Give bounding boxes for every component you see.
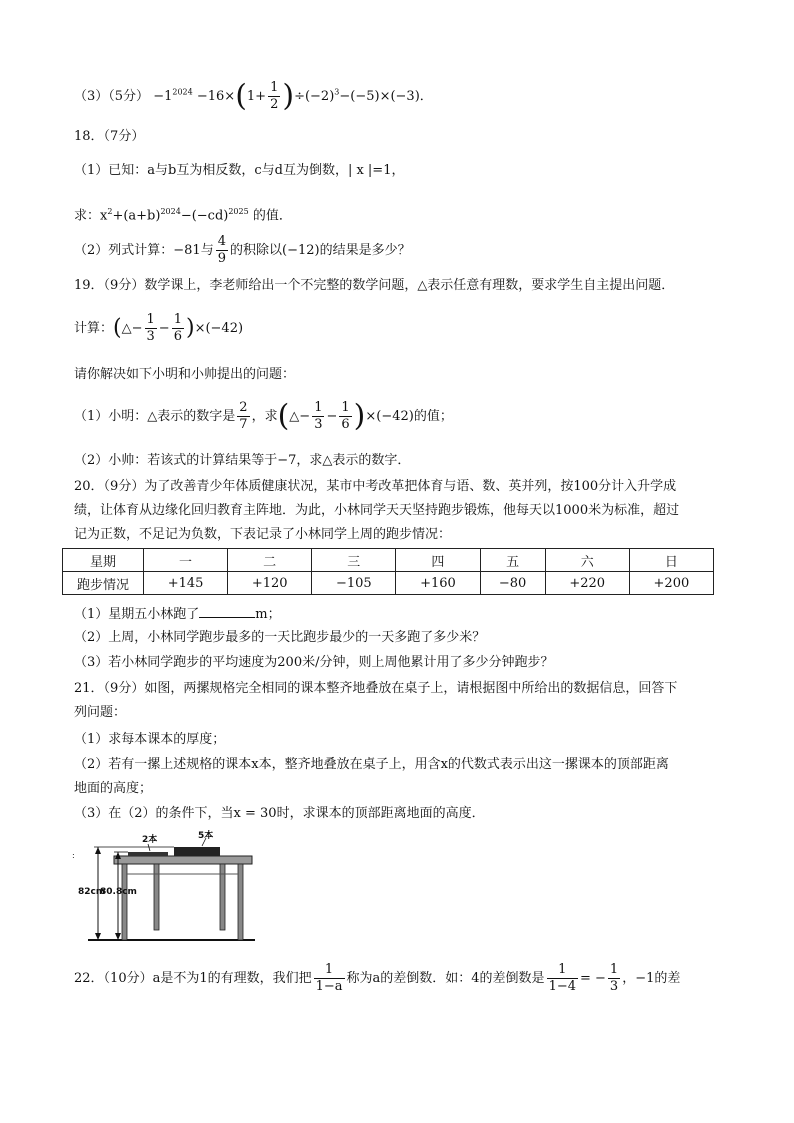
label-5-books: 5本 (198, 831, 214, 841)
svg-text::: : (72, 851, 75, 860)
table-cell: 一 (144, 549, 228, 572)
q21-sub2b: 地面的高度； (74, 781, 153, 796)
table-row (63, 549, 714, 572)
q21-para1: 21．（9分）如图，两摞规格完全相同的课本整齐地叠放在桌子上，请根据图中所给出的数据信息，回答下 (74, 681, 678, 696)
books-table-figure (70, 830, 260, 945)
table-cell: 日 (629, 549, 713, 572)
q21-sub2a: （2）若有一摞上述规格的课本x本，整齐地叠放在桌子上，用含x的代数式表示出这一摞课本的顶部距离 (74, 757, 669, 772)
q18-line3: （2）列式计算：−81与 $\frac{4}{9}$ 的积除以(−12)的结果是多少？ (74, 234, 411, 266)
q20-para3: 记为正数，不足记为负数，下表记录了小林同学上周的跑步情况： (74, 527, 452, 542)
q21-sub3: （3）在（2）的条件下，当x = 30时，求课本的顶部距离地面的高度． (74, 806, 485, 821)
table-cell: 二 (228, 549, 312, 572)
table-cell: 五 (480, 549, 545, 572)
table-cell: +220 (545, 572, 629, 595)
q17-part3: （3）（5分） $-1^{2024} -16\times(1+$ $\frac{1}{2}$ )$\div(-2)^3-(-5)\times(-3)$． (74, 78, 433, 114)
answer-blank (199, 605, 255, 618)
label-82cm: 82cm (78, 887, 106, 897)
fraction-one-over-one-minus-a: $\frac{1}{1-a}$ (315, 962, 343, 994)
table-cell: +160 (396, 572, 480, 595)
table-cell: 四 (396, 549, 480, 572)
table-cell: 六 (545, 549, 629, 572)
running-table (62, 548, 714, 595)
q20-para1: 20．（9分）为了改善青少年体质健康状况，某市中考改革把体育与语、数、英并列，按100分计入升学成 (74, 479, 677, 494)
q19-calc: 计算：(△− $\frac{1}{3}$ − $\frac{1}{6}$ )×(−42) (74, 312, 244, 344)
q18-line2: 求：$x^2+(a+b)^{2024}-(-cd)^{2025}$ 的值． (74, 207, 292, 224)
table-cell: +145 (144, 572, 228, 595)
label-80-8cm: 80.8cm (100, 887, 137, 897)
table-cell: −80 (480, 572, 545, 595)
table-cell: 三 (312, 549, 396, 572)
expr-term: −1 (153, 89, 173, 104)
q20-sub1: （1）星期五小林跑了 m； (74, 607, 281, 622)
q19-heading: 19．（9分）数学课上，李老师给出一个不完整的数学问题，△表示任意有理数，要求学生自主提出问题． (74, 278, 675, 293)
q18-line1: （1）已知：a与b互为相反数，c与d互为倒数，| x |=1， (74, 163, 405, 178)
q18-heading: 18．（7分） (74, 129, 145, 144)
q20-sub2: （2）上周，小林同学跑步最多的一天比跑步最少的一天多跑了多少米？ (74, 630, 486, 645)
q19-part2: （2）小帅：若该式的计算结果等于−7，求△表示的数字． (74, 453, 411, 468)
table-cell: −105 (312, 572, 396, 595)
q22-line: 22．（10分）a是不为1的有理数，我们把 $\frac{1}{1-a}$ 称为a的差倒数．如：4的差倒数是 $\frac{1}{1-4}$ = − $\frac{1}{3}$ ，−1的差 (74, 962, 681, 994)
table-row (63, 572, 714, 595)
table-cell: +200 (629, 572, 713, 595)
label-2-books: 2本 (142, 835, 158, 845)
fraction-half: $\frac{1}{2}$ (270, 80, 279, 112)
q20-para2: 绩，让体育从边缘化回归教育主阵地．为此，小林同学天天坚持跑步锻炼，他每天以1000米为标准，超过 (74, 503, 680, 518)
table-header-cell: 跑步情况 (63, 572, 144, 595)
q21-para2: 列问题： (74, 705, 127, 720)
table-cell: +120 (228, 572, 312, 595)
table-header-cell: 星期 (63, 549, 144, 572)
q21-sub1: （1）求每本课本的厚度； (74, 732, 226, 747)
q19-part1: （1）小明：△表示的数字是 $\frac{2}{7}$ ，求(△− $\frac{1}{3}$ − $\frac{1}{6}$ )×(−42)的值； (74, 398, 453, 434)
q20-sub3: （3）若小林同学跑步的平均速度为200米/分钟，则上周他累计用了多少分钟跑步？ (74, 655, 554, 670)
q19-ask: 请你解决如下小明和小帅提出的问题： (74, 367, 296, 382)
fraction-four-ninths: $\frac{4}{9}$ (217, 234, 226, 266)
